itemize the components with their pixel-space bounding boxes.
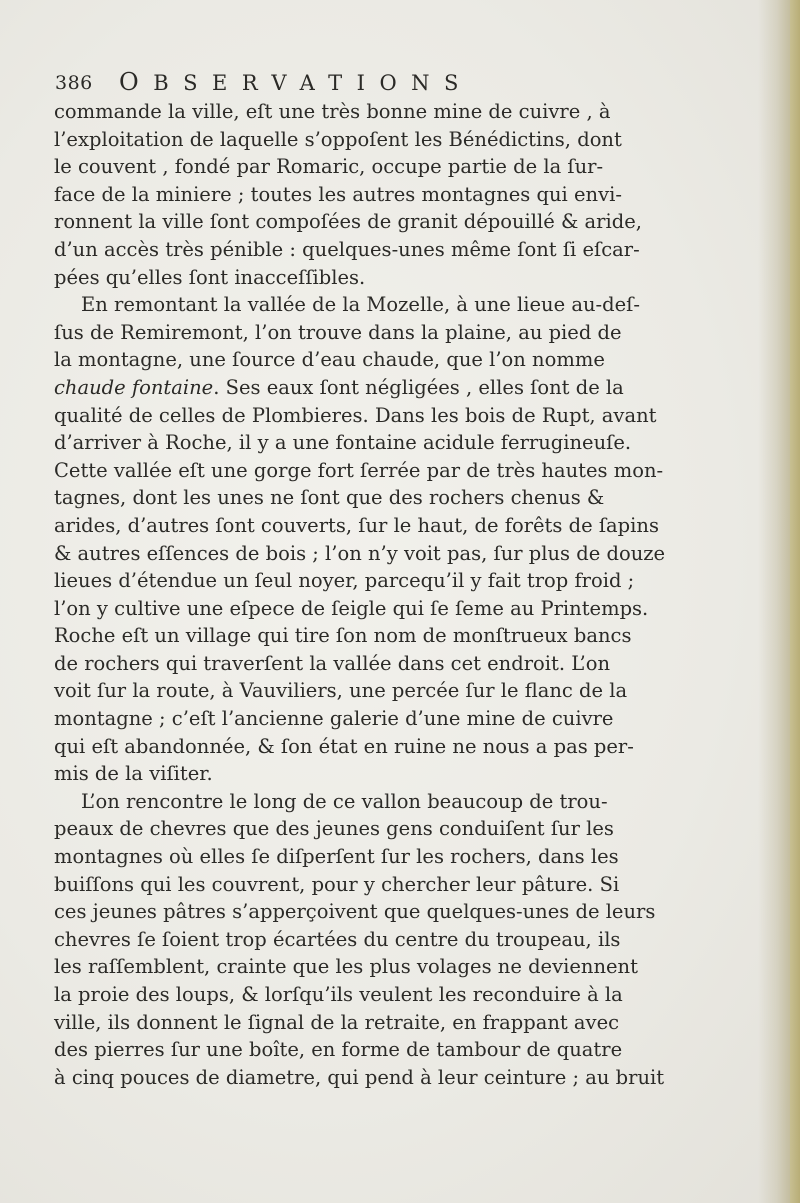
text-line: montagne ; c’eſt l’ancienne galerie d’une mine de cuivre <box>54 707 614 731</box>
text-line: de rochers qui traverſent la vallée dans cet endroit. L’on <box>54 651 611 675</box>
page-header <box>55 66 615 100</box>
text-line: qui eſt abandonnée, & ſon état en ruine ne nous a pas per- <box>54 734 634 758</box>
page-number: 386 <box>55 72 93 94</box>
running-title-rest: BSERVATIONS <box>153 71 473 95</box>
running-title-initial: O <box>119 68 154 96</box>
text-line: tagnes, dont les unes ne ſont que des rochers chenus & <box>54 486 605 510</box>
text-line: qualité de celles de Plombieres. Dans les bois de Rupt, avant <box>54 403 657 427</box>
paragraph-start-line: L’on rencontre le long de ce vallon beaucoup de trou- <box>81 789 608 813</box>
text-line-with-italic <box>54 374 796 402</box>
text-line: le couvent , fondé par Romaric, occupe partie de la ſur- <box>54 155 604 179</box>
text-line: ville, ils donnent le ſignal de la retraite, en frappant avec <box>54 1010 620 1034</box>
text-line: à cinq pouces de diametre, qui pend à leur ceinture ; au bruit <box>54 1065 665 1089</box>
text-line: les raſſemblent, crainte que les plus volages ne deviennent <box>54 955 638 979</box>
text-line: peaux de chevres que des jeunes gens conduiſent ſur les <box>54 817 614 841</box>
text-line: la proie des loups, & lorſqu’ils veulent les reconduire à la <box>54 983 623 1006</box>
text-line: ronnent la ville ſont compoſées de granit dépouillé & aride, <box>54 210 642 234</box>
text-line: d’arriver à Roche, il y a une fontaine acidule ferrugineuſe. <box>54 431 632 455</box>
text-line: voit ſur la route, à Vauviliers, une percée ſur le flanc de la <box>54 679 628 703</box>
body-text <box>54 98 796 1091</box>
text-line: montagnes où elles ſe diſperſent ſur les rochers, dans les <box>54 845 619 869</box>
text-line: l’on y cultive une eſpece de ſeigle qui ſe ſeme au Printemps. <box>54 596 649 620</box>
paragraph-start-line: En remontant la vallée de la Mozelle, à une lieue au-deſ- <box>81 293 640 317</box>
running-title <box>119 68 473 96</box>
italic-term: chaude fontaine <box>54 375 214 399</box>
text-line: Cette vallée eſt une gorge fort ſerrée par de très hautes mon- <box>54 458 664 482</box>
text-line: mis de la viſiter. <box>54 762 213 786</box>
text-line: l’exploitation de laquelle s’oppoſent les Bénédictins, dont <box>54 127 622 151</box>
text-line: d’un accès très pénible : quelques-unes même ſont ſi eſcar- <box>54 237 640 261</box>
text-line: chevres ſe ſoient trop écartées du centre du troupeau, ils <box>54 927 621 951</box>
text-line: commande la ville, eſt une très bonne mine de cuivre , à <box>54 100 611 123</box>
text-line: buiſſons qui les couvrent, pour y chercher leur pâture. Si <box>54 872 620 896</box>
text-line: des pierres ſur une boîte, en forme de tambour de quatre <box>54 1038 623 1062</box>
text-line: ces jeunes pâtres s’apperçoivent que quelques-unes de leurs <box>54 900 656 924</box>
text-line: arides, d’autres ſont couverts, ſur le haut, de forêts de ſapins <box>54 513 659 537</box>
text-line: la montagne, une ſource d’eau chaude, que l’on nomme <box>54 348 605 372</box>
text-line: lieues d’étendue un ſeul noyer, parcequ’il y fait trop froid ; <box>54 569 635 593</box>
text-line: Roche eſt un village qui tire ſon nom de monſtrueux bancs <box>54 624 632 648</box>
text-line: ſus de Remiremont, l’on trouve dans la plaine, au pied de <box>54 320 622 344</box>
text-line: & autres eſſences de bois ; l’on n’y voit pas, ſur plus de douze <box>54 541 666 565</box>
line-rest: . Ses eaux ſont négligées , elles ſont de la <box>213 375 624 399</box>
text-line: face de la miniere ; toutes les autres montagnes qui envi- <box>54 182 622 206</box>
text-line: pées qu’elles ſont inacceſſibles. <box>54 265 366 289</box>
